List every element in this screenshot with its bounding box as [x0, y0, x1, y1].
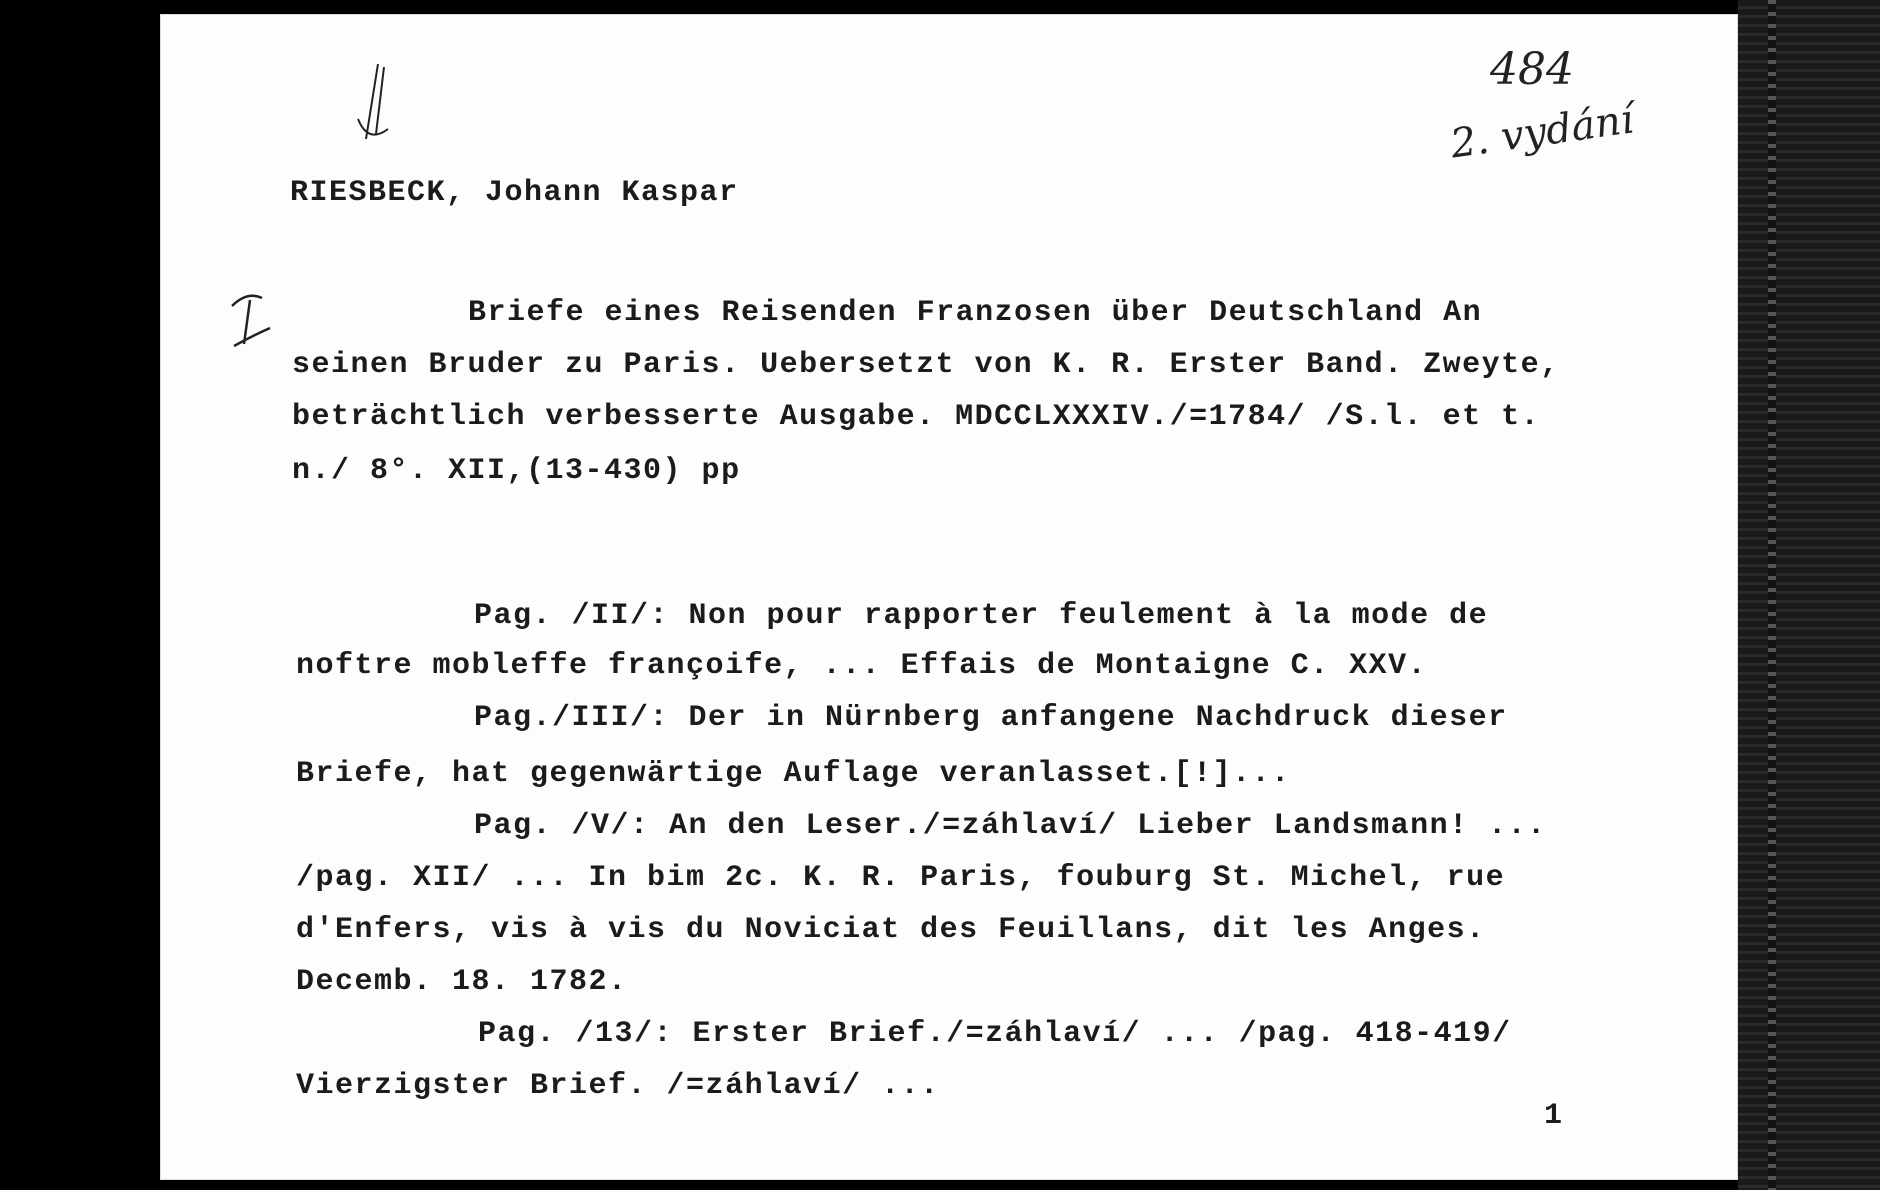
handwritten-edition-note: 2. vydání: [1447, 96, 1637, 168]
note-line-6: /pag. XII/ ... In bim 2c. K. R. Paris, fouburg St. Michel, rue: [296, 861, 1506, 895]
note-line-9: Pag. /13/: Erster Brief./=záhlaví/ ... /pag. 418-419/: [478, 1017, 1512, 1051]
catalog-card: [160, 14, 1738, 1180]
note-line-8: Decemb. 18. 1782.: [296, 965, 628, 999]
title-line-3: beträchtlich verbesserte Ausgabe. MDCCLXXXIV./=1784/ /S.l. et t.: [292, 400, 1541, 434]
handwritten-roman-one-mark: [222, 286, 282, 356]
note-line-10: Vierzigster Brief. /=záhlaví/ ...: [296, 1069, 940, 1103]
note-line-4: Briefe, hat gegenwärtige Auflage veranlasset.[!]...: [296, 757, 1291, 791]
note-line-7: d'Enfers, vis à vis du Noviciat des Feuillans, dit les Anges.: [296, 913, 1486, 947]
note-line-3: Pag./III/: Der in Nürnberg anfangene Nachdruck dieser: [474, 701, 1508, 735]
title-line-4: n./ 8°. XII,(13-430) pp: [292, 454, 741, 488]
left-border: [0, 0, 160, 1190]
handwritten-initials-mark: [348, 59, 408, 149]
handwritten-number: 484: [1490, 44, 1574, 95]
right-border: [1738, 0, 1880, 1190]
title-line-2: seinen Bruder zu Paris. Uebersetzt von K. R. Erster Band. Zweyte,: [292, 348, 1560, 382]
author-heading: RIESBECK, Johann Kaspar: [290, 176, 739, 210]
note-line-5: Pag. /V/: An den Leser./=záhlaví/ Lieber Landsmann! ...: [474, 809, 1547, 843]
page-number: 1: [1544, 1099, 1563, 1133]
note-line-2: noftre mobleffe françoife, ... Effais de Montaigne C. XXV.: [296, 649, 1428, 683]
note-line-1: Pag. /II/: Non pour rapporter feulement à la mode de: [474, 599, 1489, 633]
title-line-1: Briefe eines Reisenden Franzosen über Deutschland An: [468, 296, 1483, 330]
